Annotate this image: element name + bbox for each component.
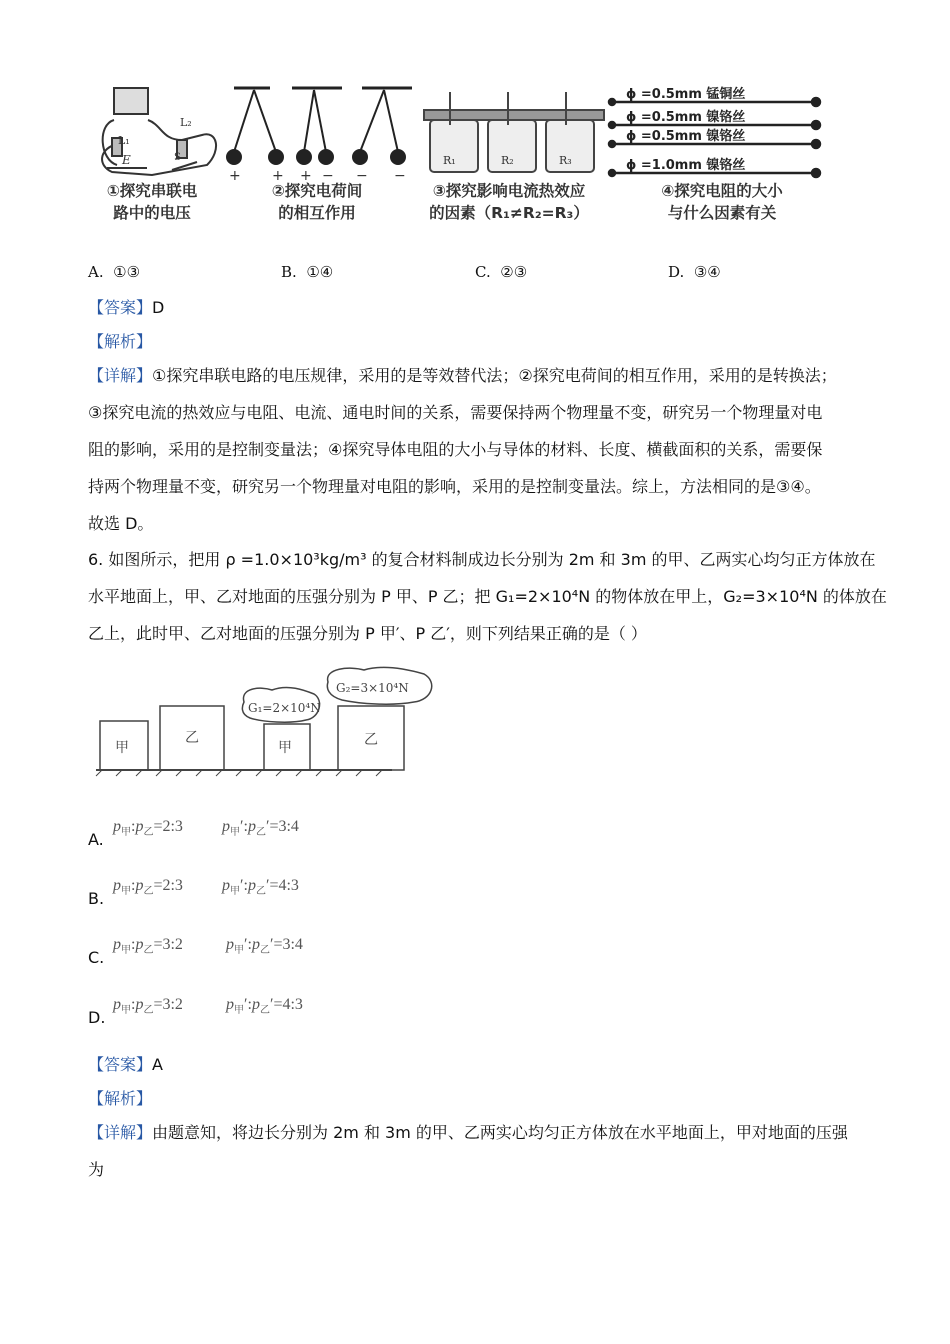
switch-label: S [174, 152, 181, 163]
choice-text: ②③ [500, 263, 528, 281]
q6-option-d-ratio2: $p_甲':p_乙'=4:3$ [226, 996, 303, 1017]
detail-tag: 【详解】 [88, 1123, 153, 1142]
q5-detail-line: ③探究电流的热效应与电阻、电流、通电时间的关系，需要保持两个物理量不变，研究另一个物理量对电 [88, 403, 823, 422]
ratio-value: =3:4 [269, 818, 299, 835]
choice-c [475, 263, 527, 281]
detail-tag: 【详解】 [88, 366, 153, 385]
caption-line: ④探究电阻的大小 [661, 182, 783, 200]
q6-option-a-letter: A. [88, 830, 104, 849]
l2-label: L₂ [180, 116, 192, 129]
cube-jia-label: 甲 [278, 740, 292, 756]
detail-text: ①探究串联电路的电压规律，采用的是等效替代法；②探究电荷间的相互作用，采用的是转换法； [152, 366, 837, 385]
q6-stem-line: 乙上，此时甲、乙对地面的压强分别为 P 甲′、P 乙′，则下列结果正确的是（ ） [88, 624, 647, 643]
choice-b [281, 263, 333, 281]
caption-line: 的因素（R₁≠R₂=R₃） [429, 204, 589, 222]
caption-line: 与什么因素有关 [667, 204, 777, 222]
q5-answer [88, 298, 164, 318]
choice-a [88, 263, 140, 281]
q6-option-b-ratio2: $p_甲':p_乙'=4:3$ [222, 877, 299, 898]
ratio-value: =3:4 [273, 936, 303, 953]
choice-text: ①④ [306, 263, 334, 281]
q5-detail-line: 故选 D。 [88, 514, 154, 533]
answer-tag: 【答案】 [88, 1055, 153, 1074]
q6-option-b-ratio1: $p_甲:p_乙=2:3$ [113, 877, 183, 898]
charge-sign: + [272, 168, 284, 184]
q6-option-b-letter: B. [88, 889, 105, 908]
wire-label: ϕ =0.5mm 锰铜丝 [626, 87, 746, 102]
q6-analysis-tag: 【解析】 [88, 1089, 153, 1108]
ratio-value: =4:3 [273, 996, 303, 1013]
ratio-value: =2:3 [153, 877, 183, 894]
charge-sign: − [356, 168, 368, 184]
caption-1 [92, 180, 212, 224]
choice-text: ①③ [113, 263, 141, 281]
wire-label: ϕ =0.5mm 镍铬丝 [626, 110, 746, 125]
q6-option-a-ratio2: $p_甲':p_乙'=3:4$ [222, 818, 299, 839]
cubes-figure [92, 664, 442, 779]
ratio-value: =2:3 [153, 818, 183, 835]
charge-sign: − [322, 168, 334, 184]
r2-label: R₂ [501, 154, 514, 167]
q5-detail-line: 阻的影响，采用的是控制变量法；④探究导体电阻的大小与导体的材料、长度、横截面积的关系，需要保 [88, 440, 823, 459]
q6-option-d-letter: D. [88, 1008, 106, 1027]
answer-value: A [152, 1055, 163, 1074]
answer-value: D [152, 298, 165, 317]
caption-line: 的相互作用 [278, 204, 356, 222]
g1-label: G₁=2×10⁴N [248, 701, 321, 715]
q5-detail-line: 持两个物理量不变，研究另一个物理量对电阻的影响，采用的是控制变量法。综上，方法相同的是③④。 [88, 477, 821, 496]
q5-analysis-tag: 【解析】 [88, 332, 153, 351]
q6-stem-line: 水平地面上，甲、乙对地面的压强分别为 P 甲、P 乙；把 G₁=2×10⁴N 的物体放在甲上，G₂=3×10⁴N 的体放在 [88, 587, 887, 606]
choice-letter: B. [281, 263, 297, 281]
experiments-figure [92, 80, 832, 230]
r3-label: R₃ [559, 154, 572, 167]
charge-sign: − [394, 168, 406, 184]
l1-label: L₁ [118, 134, 130, 147]
cube-yi-label: 乙 [185, 730, 199, 746]
q6-option-d-ratio1: $p_甲:p_乙=3:2$ [113, 996, 183, 1017]
ratio-value: =3:2 [153, 996, 183, 1013]
series-circuit-diagram [102, 88, 216, 175]
caption-line: ③探究影响电流热效应 [432, 182, 586, 200]
q6-detail-line [88, 1123, 848, 1143]
wire-label: ϕ =0.5mm 镍铬丝 [626, 129, 746, 144]
caption-line: ②探究电荷间 [271, 182, 363, 200]
q6-detail-line: 为 [88, 1160, 105, 1179]
choice-letter: D. [668, 263, 685, 281]
choice-text: ③④ [693, 263, 721, 281]
q6-option-a-ratio1: $p_甲:p_乙=2:3$ [113, 818, 183, 839]
caption-line: ①探究串联电 [106, 182, 198, 200]
caption-2 [252, 180, 382, 224]
q6-option-c-ratio1: $p_甲:p_乙=3:2$ [113, 936, 183, 957]
battery-label: E [122, 153, 131, 167]
charged-balls-diagram [227, 88, 412, 164]
answer-tag: 【答案】 [88, 298, 153, 317]
charge-sign: + [229, 168, 241, 184]
detail-text: 由题意知，将边长分别为 2m 和 3m 的甲、乙两实心均匀正方体放在水平地面上，甲对地面的压强 [152, 1123, 848, 1142]
wire-label: ϕ =1.0mm 镍铬丝 [626, 158, 746, 173]
choice-d [668, 263, 721, 281]
q6-answer [88, 1055, 163, 1075]
q6-option-c-letter: C. [88, 948, 105, 967]
q5-detail-line [88, 366, 837, 386]
choice-letter: A. [88, 263, 104, 281]
cube-yi-label: 乙 [364, 732, 378, 748]
q6-option-c-ratio2: $p_甲':p_乙'=3:4$ [226, 936, 303, 957]
ratio-value: =4:3 [269, 877, 299, 894]
r1-label: R₁ [443, 154, 456, 167]
caption-4 [632, 180, 812, 224]
caption-line: 路中的电压 [113, 204, 191, 222]
cube-jia-label: 甲 [115, 740, 129, 756]
ratio-value: =3:2 [153, 936, 183, 953]
cubes-drawing [92, 664, 442, 779]
choice-letter: C. [475, 263, 491, 281]
caption-3 [414, 180, 604, 224]
q6-stem-line: 6. 如图所示，把用 ρ =1.0×10³kg/m³ 的复合材料制成边长分别为 2m 和 3m 的甲、乙两实心均匀正方体放在 [88, 550, 876, 569]
charge-sign: + [300, 168, 312, 184]
g2-label: G₂=3×10⁴N [336, 681, 409, 695]
